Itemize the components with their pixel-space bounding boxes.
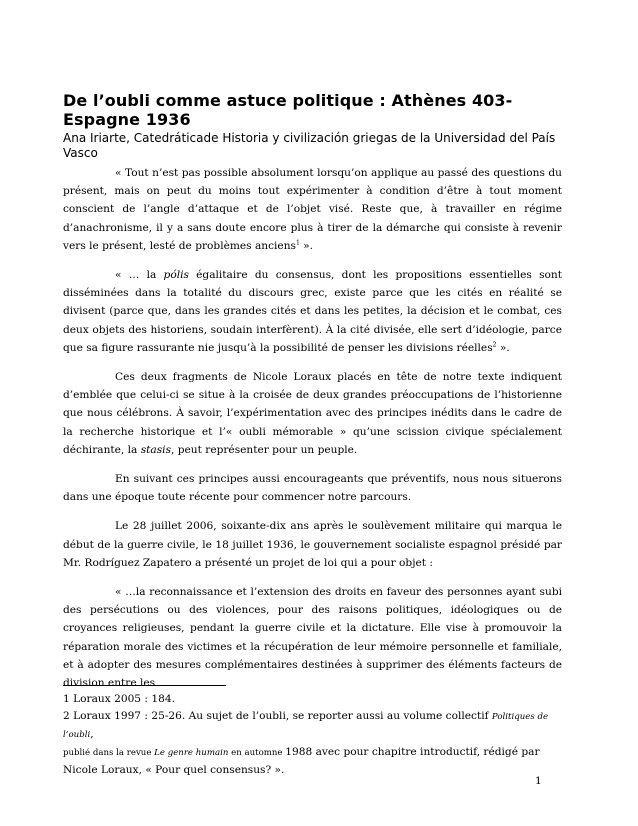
footnote-ref-1[interactable]: 1 xyxy=(295,239,300,247)
paragraph-6: « …la reconnaissance et l’extension des droits en faveur des personnes ayant subi des persécutions ou des violences, pour des raisons politiques, idéologiques ou de croyances religieuses, pendant la guerre civile et la dictature. Elle vise à promouvoir la réparation morale des victimes et la récupération de leur mémoire personnelle et familiale, et à adopter des mesures complémentaires destinées à supprimer des éléments facteurs de division entre les xyxy=(63,586,562,690)
paragraph-2-after: égalitaire du consensus, dont les propositions essentielles sont disséminées dans la totalité du discours grec, existe parce que les cités en réalité se divisent (parce que, dans les grandes cités et dans les petites, la décision et le combat, ces deux objets des historiens, soudain interfèrent). À la cité divisée, elle sert d’idéologie, parce que sa figure rassurante nie jusqu’à la possibilité de penser les divisions réelles xyxy=(63,269,562,354)
paragraph-2-before: « … la xyxy=(115,269,164,282)
footnote-separator xyxy=(63,685,226,686)
footnote-ref-2[interactable]: 2 xyxy=(492,341,497,349)
paragraph-3-before: Ces deux fragments de Nicole Loraux placés en tête de notre texte indiquent d’emblée que celui-ci se situe à la croisée de deux grandes préoccupations de l’historienne que nous célébrons. À savoir, l’expérimentation avec des principes inédits dans le cadre de la recherche historique et l’« oubli mémorable » qu’une scission civique spécialement déchirante, la xyxy=(63,371,562,456)
footnote-2-number: 2 xyxy=(63,710,70,722)
paragraph-3 xyxy=(63,368,562,459)
footnote-2-text-a: Loraux 1997 : 25-26. Au sujet de l’oubli, se reporter aussi au volume collectif xyxy=(73,710,492,722)
paragraph-1 xyxy=(63,164,562,255)
footnotes xyxy=(63,691,562,779)
footnote-2-title-1: Politiques de l’oubli xyxy=(63,712,549,740)
footnote-2-text-c: publié dans la revue xyxy=(63,748,155,758)
page-number: 1 xyxy=(535,775,542,787)
footnote-2-text-d: en automne xyxy=(228,748,286,758)
paragraph-4: En suivant ces principes aussi encourageants que préventifs, nous nous situerons dans une époque toute récente pour commencer notre parcours. xyxy=(63,473,562,504)
footnote-2 xyxy=(63,708,562,779)
footnote-2-title-2: Le genre humain xyxy=(154,748,229,758)
paragraph-3-italic: stasis xyxy=(140,443,172,456)
author-line: Ana Iriarte, Catedráticade Historia y civilización griegas de la Universidad del País Vasco xyxy=(63,131,556,160)
document-body xyxy=(63,91,562,703)
article-title: De l’oubli comme astuce politique : Athènes 403- Espagne 1936 xyxy=(63,91,513,129)
paragraph-2-italic: pólis xyxy=(163,269,189,282)
paragraph-2-end: ». xyxy=(496,341,510,354)
paragraph-3-after: , peut représenter pour un peuple. xyxy=(171,443,358,456)
paragraph-5: Le 28 juillet 2006, soixante-dix ans après le soulèvement militaire qui marqua le début de la guerre civile, le 18 juillet 1936, le gouvernement socialiste espagnol présidé par Mr. Rodríguez Zapatero a présenté un projet de loi qui a pour objet : xyxy=(63,520,562,569)
paragraph-2 xyxy=(63,266,562,357)
footnote-1 xyxy=(63,691,562,708)
paragraph-1-text: « Tout n’est pas possible absolument lorsqu’on applique au passé des questions du présent, mais on peut du moins tout expérimenter à condition d’être à tout moment conscient de l’angle d’attaque et de l’objet visé. Reste que, à travailler en régime d’anachronisme, il y a sans doute encore plus à tirer de la démarche qui consiste à revenir vers le présent, lesté de problèmes anciens xyxy=(63,167,562,252)
footnote-1-text: Loraux 2005 : 184. xyxy=(73,693,175,705)
footnote-2-text-e: 1988 avec pour chapitre introductif, rédigé par Nicole Loraux, « Pour quel consensus? ». xyxy=(63,746,540,776)
paragraph-1-end: ». xyxy=(299,239,314,252)
footnote-2-text-b: , xyxy=(90,728,94,740)
footnote-1-number: 1 xyxy=(63,693,70,705)
